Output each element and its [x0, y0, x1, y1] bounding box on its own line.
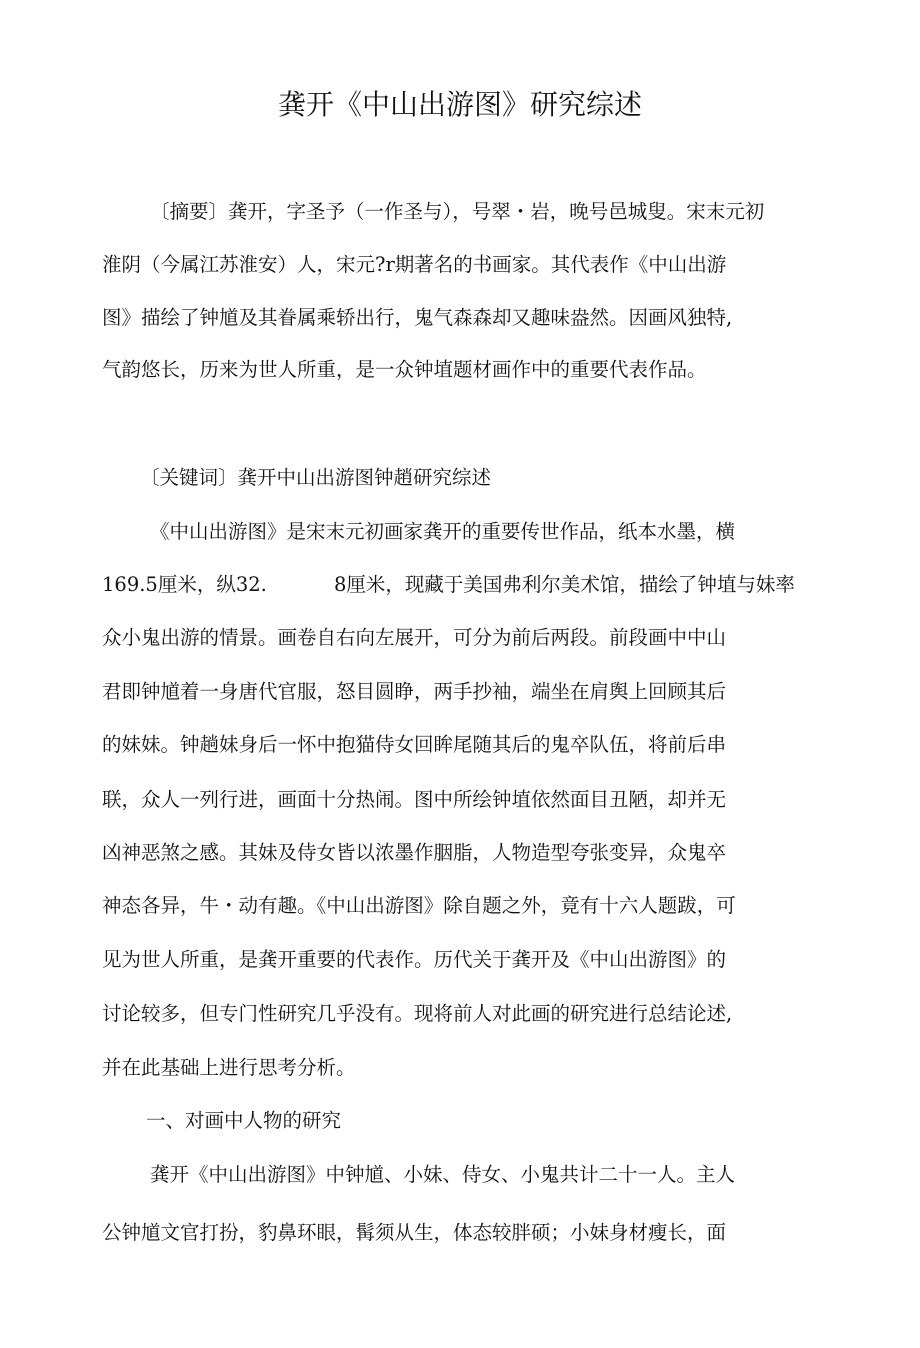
body-line: 《中山出游图》是宋末元初画家龚开的重要传世作品，纸本水墨，横 [150, 520, 736, 543]
body-line: 公钟馗文官打扮，豹鼻环眼，髯须从生，体态较胖硕；小妹身材瘦长，面 [102, 1221, 727, 1244]
body-line: 并在此基础上进行思考分析。 [102, 1056, 356, 1079]
body-line: 8厘米，现藏于美国弗利尔美术馆，描绘了钟埴与妹率 [334, 573, 795, 596]
body-line: 联，众人一列行进，画面十分热闹。图中所绘钟埴依然面目丑陋，却并无 [102, 788, 727, 811]
abstract-line: 〔摘要〕龚开，字圣予（一作圣与），号翠・岩，晚号邑城叟。宋末元初 [150, 200, 765, 223]
body-line: 众小鬼出游的情景。画卷自右向左展开，可分为前后两段。前段画中中山 [102, 626, 727, 649]
document-title: 龚开《中山出游图》研究综述 [277, 88, 642, 121]
body-line: 169.5厘米，纵32. [102, 573, 267, 596]
body-line: 讨论较多，但专门性研究几乎没有。现将前人对此画的研究进行总结论述, [102, 1002, 733, 1025]
keywords: 〔关键词〕龚开中山出游图钟趙研究综述 [140, 466, 492, 489]
abstract-line: 气韵悠长，历来为世人所重，是一众钟埴题材画作中的重要代表作品。 [102, 358, 707, 381]
body-line: 的妹妹。钟趟妹身后一怀中抱猫侍女回眸尾随其后的鬼卒队伍，将前后串 [102, 733, 727, 756]
body-line: 凶神恶煞之感。其妹及侍女皆以浓墨作胭脂，人物造型夸张变异，众鬼卒 [102, 841, 727, 864]
section-heading: 一、对画中人物的研究 [146, 1109, 342, 1132]
body-line: 龚开《中山出游图》中钟馗、小妹、侍女、小鬼共计二十一人。主人 [150, 1163, 736, 1186]
body-line: 神态各异，牛・动有趣。《中山出游图》除自题之外，竟有十六人题跋，可 [102, 894, 736, 917]
abstract-line: 图》描绘了钟馗及其眷属乘轿出行，鬼气森森却又趣味盎然。因画风独特, [102, 306, 733, 329]
body-line: 君即钟馗着一身唐代官服，怒目圆睁，两手抄袖，端坐在肩舆上回顾其后 [102, 680, 727, 703]
body-line: 见为世人所重，是龚开重要的代表作。历代关于龚开及《中山出游图》的 [102, 948, 727, 971]
abstract-line: 淮阴（今属江苏淮安）人，宋元?r期著名的书画家。其代表作《中山出游 [102, 253, 727, 276]
